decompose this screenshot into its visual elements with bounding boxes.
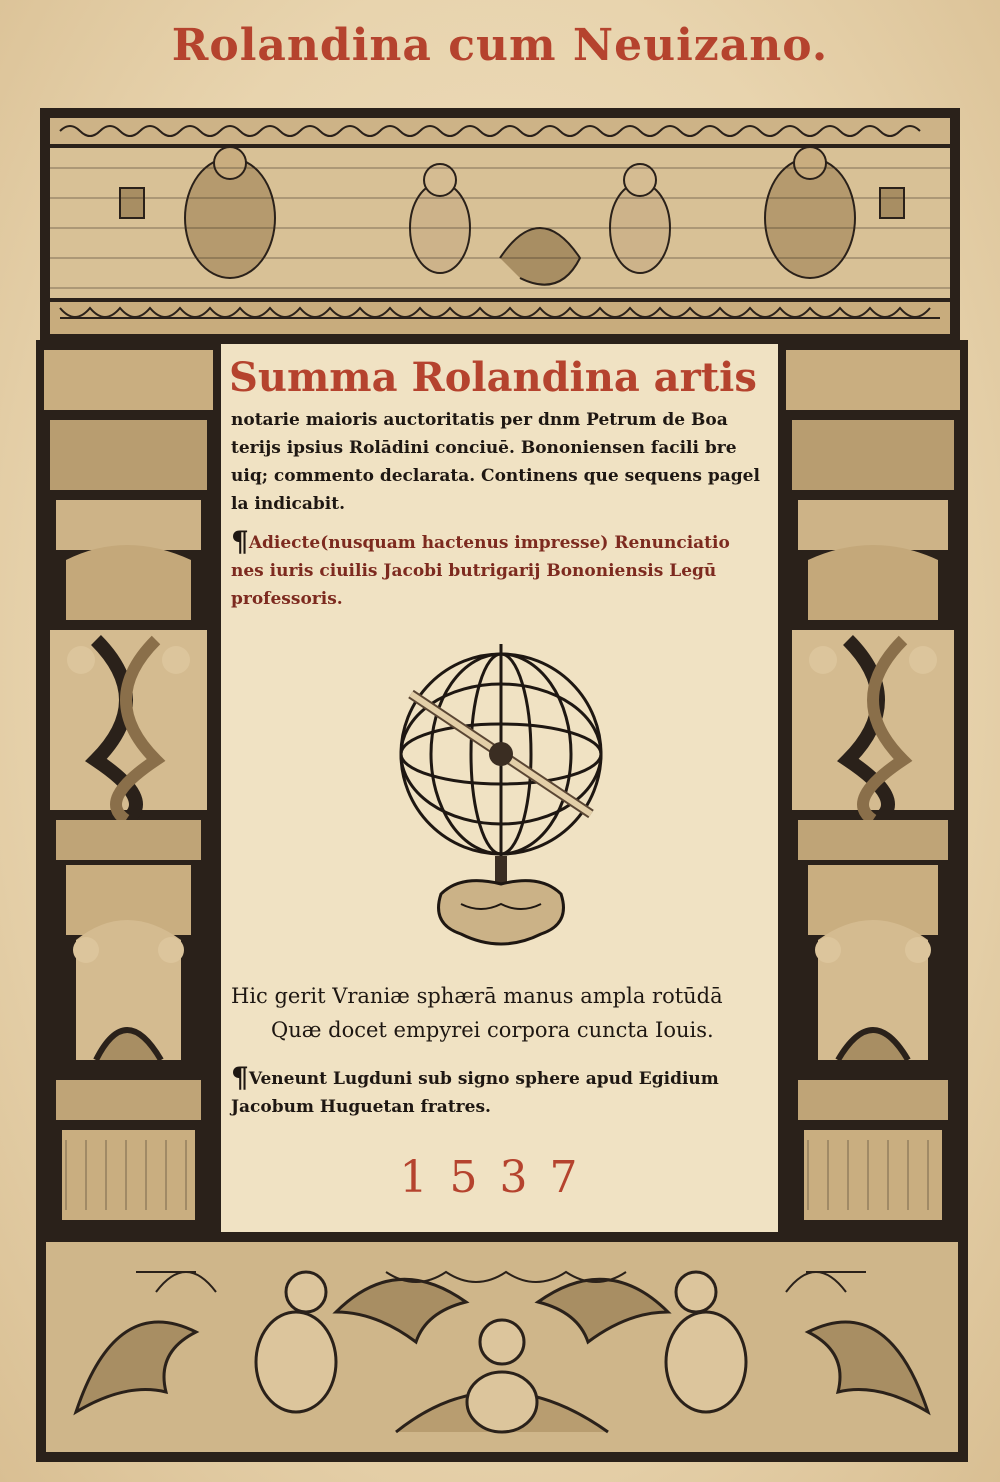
- pilcrow-icon: ¶: [231, 525, 249, 558]
- imprint-line: Veneunt Lugduni sub signo sphere apud Egidium: [248, 1069, 719, 1089]
- description-line: uiq; commento declarata. Continens que sequens pagel: [231, 466, 760, 486]
- description-line: notarie maioris auctoritatis per dnm Petrum de Boa: [231, 410, 728, 430]
- woodcut-mermaids-foliage-icon: [36, 1232, 968, 1462]
- woodcut-pillar-putti-icon: [778, 340, 968, 1232]
- bottom-woodcut-border: [36, 1232, 968, 1462]
- imprint-block: [231, 1061, 776, 1121]
- pilcrow-icon: ¶: [231, 1061, 249, 1094]
- description-line: terijs ipsius Rolādini conciuē. Bononiensen facili bre: [231, 438, 737, 458]
- note-line: nes iuris ciuilis Jacobi butrigarij Bononiensis Legū: [231, 561, 717, 581]
- right-woodcut-pillar: [778, 340, 968, 1232]
- main-title: Summa Rolandina artis: [229, 354, 757, 401]
- verse-line: Hic gerit Vraniæ sphærā manus ampla rotūdā: [231, 984, 723, 1008]
- armillary-sphere-device: [381, 634, 621, 954]
- note-line: Adiecte(nusquam hactenus impresse) Renunciatio: [248, 533, 730, 553]
- note-line: professoris.: [231, 589, 343, 609]
- woodcut-frieze-putti-icon: [40, 108, 960, 344]
- description-block: [231, 406, 771, 518]
- verse-block: [231, 979, 776, 1047]
- left-woodcut-pillar: [36, 340, 221, 1232]
- top-woodcut-border: [40, 108, 960, 344]
- verse-line: Quæ docet empyrei corpora cuncta Iouis.: [271, 1018, 714, 1042]
- description-line: la indicabit.: [231, 494, 346, 514]
- armillary-sphere-icon: [381, 634, 621, 954]
- woodcut-pillar-putti-icon: [36, 340, 221, 1232]
- title-text-panel: [221, 344, 778, 1232]
- running-title: Rolandina cum Neuizano.: [171, 20, 829, 71]
- imprint-line: Jacobum Huguetan fratres.: [231, 1097, 491, 1117]
- publication-year: 1537: [399, 1152, 600, 1203]
- addition-note: [231, 525, 771, 613]
